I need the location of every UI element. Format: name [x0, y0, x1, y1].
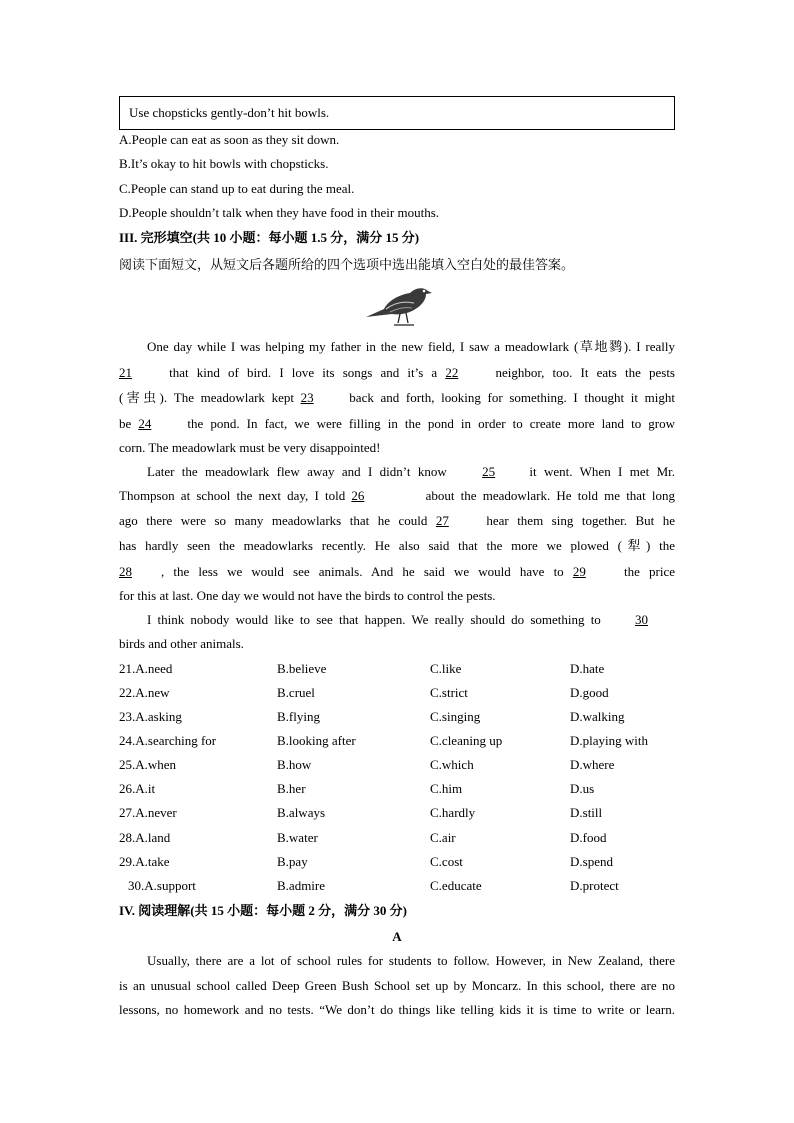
choice-21-c: C.like [430, 661, 462, 676]
choice-25-b: B.how [277, 757, 312, 772]
choice-22-b: B.cruel [277, 685, 315, 700]
choice-26-b: B.her [277, 781, 306, 796]
blank-24: 24 [138, 416, 152, 431]
choice-29-c: C.cost [430, 854, 463, 869]
blank-29: 29 [572, 564, 586, 579]
choice-22-d: D.good [570, 685, 609, 700]
choice-27-b: B.always [277, 805, 326, 820]
choice-21-a: 21.A.need [119, 661, 173, 676]
passage-line: I think nobody would like to see that happen. We really should do something to 30 [119, 611, 675, 629]
blank-28: 28 [119, 564, 132, 579]
choice-28-b: B.water [277, 830, 318, 845]
reading-line: is an unusual school called Deep Green Bush School set up by Moncarz. In this school, there are no [119, 978, 675, 993]
choice-24-b: B.looking after [277, 733, 356, 748]
choice-30-d: D.protect [570, 878, 619, 893]
choice-24-d: D.playing with [570, 733, 648, 748]
choice-28-a: 28.A.land [119, 830, 171, 845]
choice-29-a: 29.A.take [119, 854, 170, 869]
option-d: D.People shouldn’t talk when they have food in their mouths. [119, 205, 440, 220]
choice-28-d: D.food [570, 830, 607, 845]
choice-25-d: D.where [570, 757, 615, 772]
passage-line: 21 that kind of bird. I love its songs and it’s a 22 neighbor, too. It eats the pests [119, 365, 675, 380]
passage-line: ago there were so many meadowlarks that he could 27 hear them sing together. But he [119, 513, 676, 528]
choice-25-c: C.which [430, 757, 474, 772]
choice-30-b: B.admire [277, 878, 326, 893]
option-c: C.People can stand up to eat during the meal. [119, 181, 355, 196]
option-b: B.It’s okay to hit bowls with chopsticks. [119, 156, 329, 171]
passage-line: birds and other animals. [119, 636, 244, 651]
choice-29-b: B.pay [277, 854, 308, 869]
reading-line: lessons, no homework and no tests. “We don’t do things like telling kids it is time to write or learn. [119, 1002, 675, 1017]
choice-30-c: C.educate [430, 878, 482, 893]
blank-23: 23 [300, 390, 314, 405]
passage-line: for this at last. One day we would not have the birds to control the pests. [119, 588, 496, 603]
choice-27-c: C.hardly [430, 805, 476, 820]
passage-line: (害虫). The meadowlark kept 23 back and forth, looking for something. I thought it might [119, 390, 675, 405]
choice-21-b: B.believe [277, 661, 327, 676]
reading-line: Usually, there are a lot of school rules for students to follow. However, in New Zealand, there [147, 953, 675, 968]
passage-line: corn. The meadowlark must be very disappointed! [119, 440, 381, 455]
choice-27-d: D.still [570, 805, 603, 820]
bird-illustration [362, 281, 434, 329]
choice-23-a: 23.A.asking [119, 709, 182, 724]
blank-27: 27 [435, 513, 449, 528]
choice-24-a: 24.A.searching for [119, 733, 217, 748]
choice-25-a: 25.A.when [119, 757, 177, 772]
passage-line: be 24 the pond. In fact, we were filling in the pond in order to create more land to grow [119, 416, 675, 431]
passage-line: has hardly seen the meadowlarks recently. He also said that the more we plowed (犁) the [119, 538, 675, 553]
passage-a-title: A [392, 929, 402, 944]
rule-box: Use chopsticks gently-don’t hit bowls. [119, 96, 675, 130]
passage-line: 28 , the less we would see animals. And he said we would have to 29 the price [119, 564, 676, 579]
blank-26: 26 [351, 488, 365, 503]
choice-26-c: C.him [430, 781, 463, 796]
option-a: A.People can eat as soon as they sit down. [119, 132, 340, 147]
choice-23-d: D.walking [570, 709, 625, 724]
choice-26-a: 26.A.it [119, 781, 156, 796]
passage-line: Thompson at school the next day, I told 26 about the meadowlark. He told me that long [119, 488, 675, 503]
passage-line: Later the meadowlark flew away and I didn’t know 25 it went. When I met Mr. [147, 464, 675, 479]
choice-21-d: D.hate [570, 661, 605, 676]
choice-23-b: B.flying [277, 709, 320, 724]
blank-30: 30 [635, 612, 648, 627]
blank-25: 25 [482, 464, 496, 479]
section-4-heading: IV. 阅读理解(共 15 小题：每小题 2 分，满分 30 分) [119, 903, 407, 918]
choice-26-d: D.us [570, 781, 595, 796]
choice-22-a: 22.A.new [119, 685, 170, 700]
passage-line: One day while I was helping my father in the new field, I saw a meadowlark (草地鹨). I really [147, 339, 675, 354]
section-3-heading: III. 完形填空(共 10 小题：每小题 1.5 分，满分 15 分) [119, 230, 420, 245]
blank-21: 21 [119, 365, 132, 380]
choice-28-c: C.air [430, 830, 456, 845]
choice-29-d: D.spend [570, 854, 613, 869]
choice-22-c: C.strict [430, 685, 468, 700]
section-3-instruction: 阅读下面短文，从短文后各题所给的四个选项中选出能填入空白处的最佳答案。 [119, 257, 575, 272]
choice-27-a: 27.A.never [119, 805, 177, 820]
choice-23-c: C.singing [430, 709, 481, 724]
blank-22: 22 [445, 365, 459, 380]
choice-30-a: 30.A.support [128, 878, 196, 893]
choice-24-c: C.cleaning up [430, 733, 503, 748]
